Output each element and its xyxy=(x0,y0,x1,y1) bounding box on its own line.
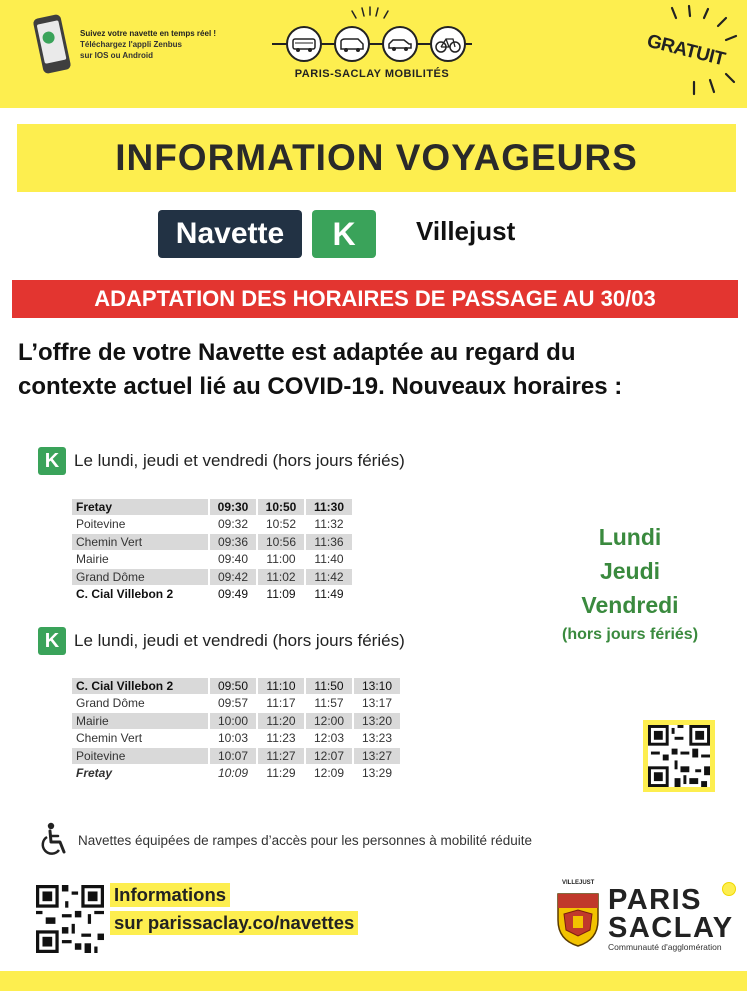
time-cell: 11:57 xyxy=(305,695,353,713)
time-cell: 11:20 xyxy=(257,712,305,730)
stop-name: Poitevine xyxy=(71,747,209,765)
free-badge xyxy=(636,4,746,98)
town-name: Villejust xyxy=(416,216,516,246)
time-cell: 10:03 xyxy=(209,730,257,748)
stop-name: C. Cial Villebon 2 xyxy=(71,586,209,604)
table-row xyxy=(71,765,401,783)
time-cell: 11:00 xyxy=(257,551,305,569)
info-url-link[interactable]: sur parissaclay.co/navettes xyxy=(110,911,358,935)
logo-dot-icon xyxy=(722,882,736,896)
bus-icon xyxy=(286,26,322,62)
app-promo-text xyxy=(80,28,216,61)
mobility-logo xyxy=(262,6,482,86)
time-cell: 12:00 xyxy=(305,712,353,730)
time-cell: 10:50 xyxy=(257,498,305,516)
schedule-1-title xyxy=(38,448,405,474)
info-banner xyxy=(17,124,736,192)
logo-line-2: SACLAY xyxy=(608,912,734,944)
logo-subtitle: Communauté d'agglomération xyxy=(608,942,722,952)
logo-wordmark xyxy=(608,886,734,942)
time-cell: 11:49 xyxy=(305,586,353,604)
time-cell: 11:02 xyxy=(257,568,305,586)
intro-text xyxy=(18,336,733,404)
service-days xyxy=(540,520,720,646)
free-badge-label: GRATUIT xyxy=(644,30,728,71)
stop-name: Fretay xyxy=(71,498,209,516)
info-label: Informations xyxy=(110,883,230,907)
time-cell: 10:52 xyxy=(257,516,305,534)
promo-line-2: Téléchargez l'appli Zenbus xyxy=(80,40,182,49)
time-cell: 11:09 xyxy=(257,586,305,604)
schedule-2-title xyxy=(38,628,405,654)
table-row xyxy=(71,730,401,748)
alert-text: ADAPTATION DES HORAIRES DE PASSAGE AU 30/03 xyxy=(94,286,656,311)
table-row xyxy=(71,568,353,586)
time-cell: 13:20 xyxy=(353,712,401,730)
table-row xyxy=(71,498,353,516)
stop-name: Chemin Vert xyxy=(71,730,209,748)
table-row xyxy=(71,533,353,551)
crest-label: VILLEJUST xyxy=(562,880,595,886)
day-monday: Lundi xyxy=(598,524,662,550)
table-row xyxy=(71,586,353,604)
stop-name: Fretay xyxy=(71,765,209,783)
promo-line-1: Suivez votre navette en temps réel ! xyxy=(80,29,217,38)
time-cell: 12:07 xyxy=(305,747,353,765)
phone-app-icon xyxy=(32,14,71,75)
schedule-2-days: Le lundi, jeudi et vendredi (hors jours fériés) xyxy=(74,631,405,650)
wheelchair-icon xyxy=(40,822,70,858)
time-cell: 11:30 xyxy=(305,498,353,516)
time-cell: 13:17 xyxy=(353,695,401,713)
navette-tag: Navette xyxy=(158,210,302,258)
time-cell: 10:07 xyxy=(209,747,257,765)
stop-name: Mairie xyxy=(71,712,209,730)
line-k-badge-small: K xyxy=(38,627,66,655)
footer-band xyxy=(0,971,747,991)
accessibility-note xyxy=(40,822,532,858)
time-cell: 11:36 xyxy=(305,533,353,551)
time-cell: 09:36 xyxy=(209,533,257,551)
info-links[interactable] xyxy=(110,883,358,939)
table-row xyxy=(71,712,401,730)
accessibility-text: Navettes équipées de rampes d’accès pour les personnes à mobilité réduite xyxy=(78,832,533,848)
time-cell: 11:27 xyxy=(257,747,305,765)
info-banner-title: INFORMATION VOYAGEURS xyxy=(115,137,638,178)
time-cell: 13:23 xyxy=(353,730,401,748)
time-cell: 11:23 xyxy=(257,730,305,748)
table-row xyxy=(71,695,401,713)
time-cell: 09:32 xyxy=(209,516,257,534)
brand-name: PARIS-SACLAY MOBILITÉS xyxy=(294,68,450,80)
qr-code-icon[interactable] xyxy=(648,725,710,787)
schedule-1-days: Le lundi, jeudi et vendredi (hors jours fériés) xyxy=(74,451,405,470)
holiday-note: (hors jours fériés) xyxy=(561,626,699,643)
time-cell: 11:50 xyxy=(305,677,353,695)
line-k-badge-small: K xyxy=(38,447,66,475)
schedule-1-table xyxy=(70,497,354,604)
time-cell: 11:40 xyxy=(305,551,353,569)
table-row xyxy=(71,747,401,765)
time-cell: 12:09 xyxy=(305,765,353,783)
promo-line-3: sur IOS ou Android xyxy=(80,51,154,60)
minibus-icon xyxy=(334,26,370,62)
day-friday: Vendredi xyxy=(581,592,679,618)
schedule-2-table xyxy=(70,676,402,783)
stop-name: Poitevine xyxy=(71,516,209,534)
time-cell: 11:10 xyxy=(257,677,305,695)
coat-of-arms-icon xyxy=(556,890,600,948)
time-cell: 09:40 xyxy=(209,551,257,569)
time-cell: 13:10 xyxy=(353,677,401,695)
stop-name: Chemin Vert xyxy=(71,533,209,551)
app-promo[interactable] xyxy=(30,14,250,84)
intro-line-2: contexte actuel lié au COVID-19. Nouveaux horaires : xyxy=(18,373,623,400)
time-cell: 09:57 xyxy=(209,695,257,713)
time-cell: 11:29 xyxy=(257,765,305,783)
time-cell: 11:32 xyxy=(305,516,353,534)
table-row xyxy=(71,551,353,569)
sun-rays-icon xyxy=(350,6,390,20)
table-row xyxy=(71,516,353,534)
logo-line-1: PARIS xyxy=(608,884,702,916)
time-cell: 09:50 xyxy=(209,677,257,695)
line-k-badge: K xyxy=(312,210,376,258)
car-icon xyxy=(382,26,418,62)
time-cell: 11:42 xyxy=(305,568,353,586)
paris-saclay-logo xyxy=(556,880,742,970)
time-cell: 11:17 xyxy=(257,695,305,713)
time-cell: 10:09 xyxy=(209,765,257,783)
time-cell: 10:56 xyxy=(257,533,305,551)
time-cell: 12:03 xyxy=(305,730,353,748)
bicycle-icon xyxy=(430,26,466,62)
time-cell: 09:42 xyxy=(209,568,257,586)
time-cell: 09:30 xyxy=(209,498,257,516)
time-cell: 09:49 xyxy=(209,586,257,604)
stop-name: Mairie xyxy=(71,551,209,569)
stop-name: Grand Dôme xyxy=(71,695,209,713)
stop-name: C. Cial Villebon 2 xyxy=(71,677,209,695)
time-cell: 10:00 xyxy=(209,712,257,730)
stop-name: Grand Dôme xyxy=(71,568,209,586)
table-row xyxy=(71,677,401,695)
time-cell: 13:29 xyxy=(353,765,401,783)
time-cell: 13:27 xyxy=(353,747,401,765)
qr-code-icon[interactable] xyxy=(36,885,104,953)
day-thursday: Jeudi xyxy=(599,558,661,584)
alert-banner xyxy=(12,280,738,318)
intro-line-1: L’offre de votre Navette est adaptée au regard du xyxy=(18,339,576,366)
